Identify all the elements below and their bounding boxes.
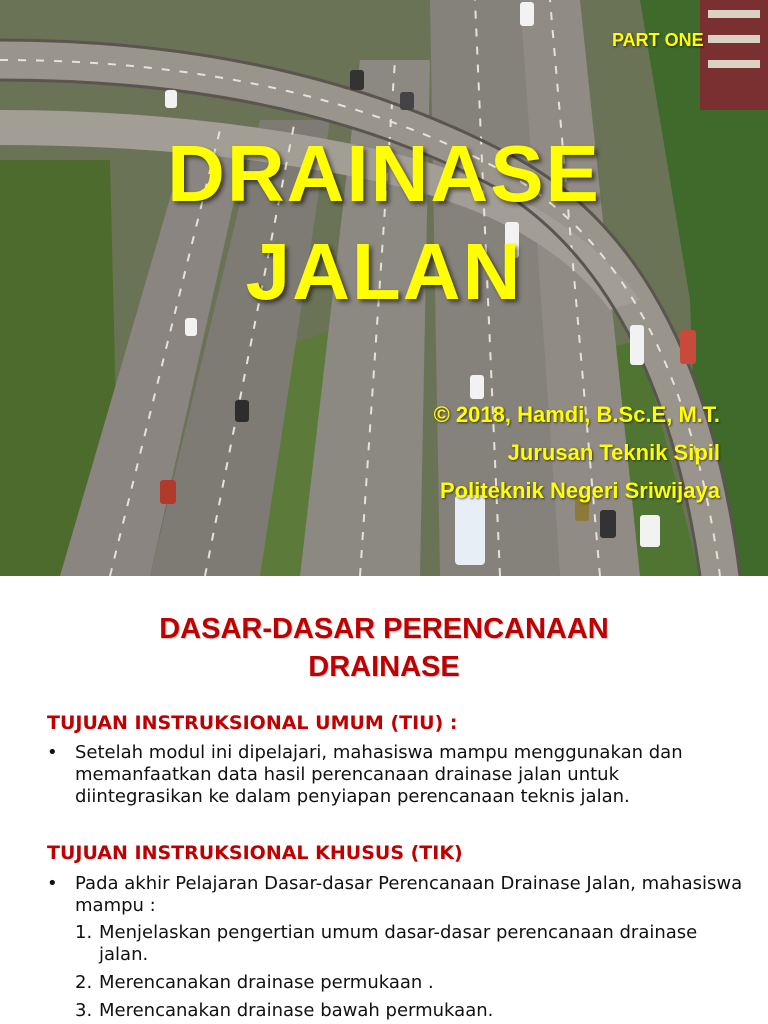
list-item (75, 1000, 735, 1022)
slide-title-line2: DRAINASE (308, 651, 460, 683)
cover-title-line1: DRAINASE (167, 129, 601, 218)
part-label: PART ONE (612, 30, 704, 50)
credit-author: © 2018, Hamdi, B.Sc.E, M.T. (433, 402, 720, 427)
credit-department: Jurusan Teknik Sipil (507, 440, 720, 465)
tik-bullet (47, 873, 747, 917)
tik-text: Pada akhir Pelajaran Dasar-dasar Perencanaan Drainase Jalan, mahasiswa mampu : (75, 873, 743, 916)
tiu-heading: TUJUAN INSTRUKSIONAL UMUM (TIU) : (47, 712, 458, 734)
list-number: 2. (75, 972, 93, 993)
bullet-icon: • (47, 742, 58, 763)
list-number: 3. (75, 1000, 93, 1021)
tik-heading: TUJUAN INSTRUKSIONAL KHUSUS (TIK) (47, 842, 463, 864)
tiu-bullet (47, 742, 747, 808)
tiu-text: Setelah modul ini dipelajari, mahasiswa mampu menggunakan dan memanfaatkan data hasil perencanaan drainase jalan untuk diintegrasikan ke dalam penyiapan perencanaan teknis jalan. (75, 742, 683, 807)
cover-title-line2: JALAN (245, 227, 523, 316)
list-item (75, 922, 735, 966)
objectives-slide (0, 576, 768, 1024)
list-item (75, 972, 735, 994)
credits-block (434, 396, 720, 510)
list-text: Merencanakan drainase permukaan . (99, 972, 434, 993)
list-text: Menjelaskan pengertian umum dasar-dasar perencanaan drainase jalan. (99, 922, 698, 965)
credit-institution: Politeknik Negeri Sriwijaya (439, 478, 720, 503)
list-text: Merencanakan drainase bawah permukaan. (99, 1000, 494, 1021)
list-number: 1. (75, 922, 93, 943)
slide-title-line1: DASAR-DASAR PERENCANAAN (159, 613, 609, 645)
bullet-icon: • (47, 873, 58, 894)
